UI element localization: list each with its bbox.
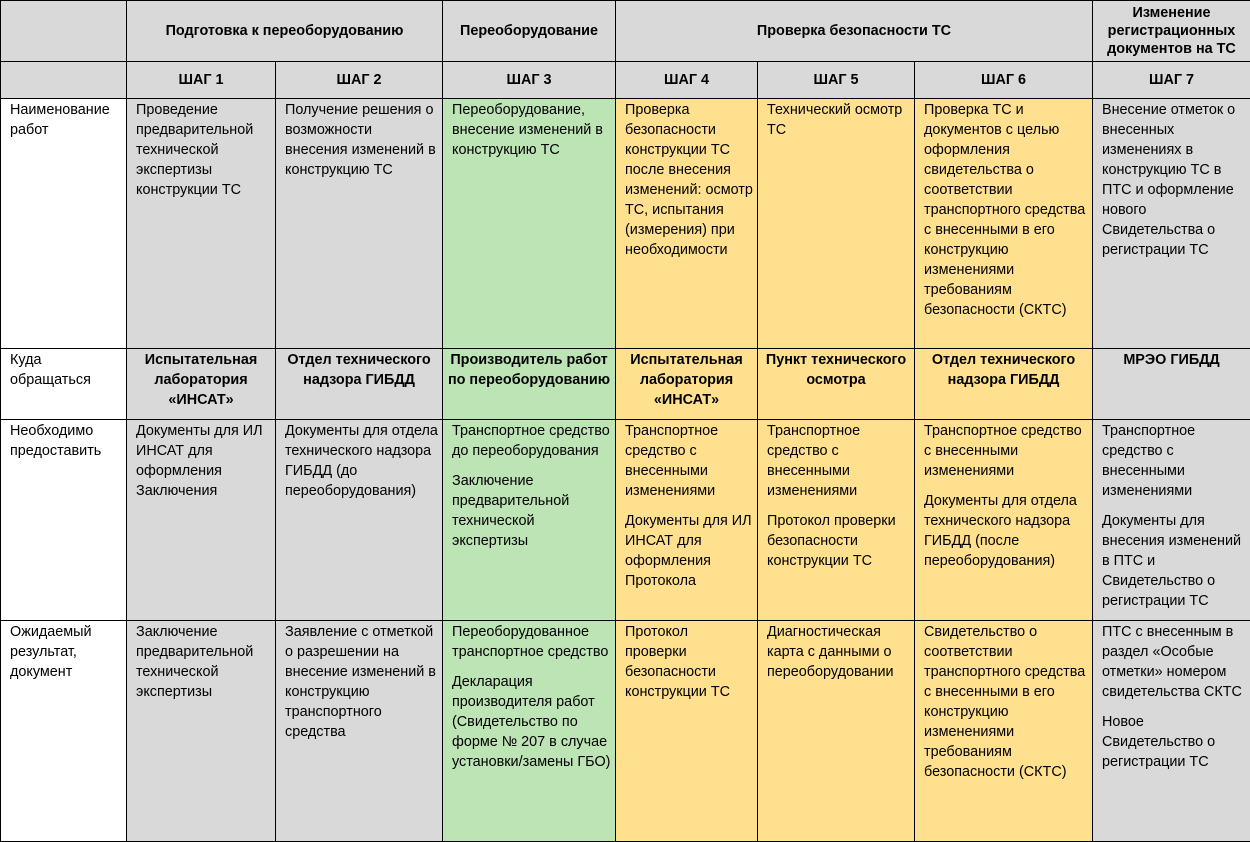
row-label-works: Наименование работ <box>1 99 127 349</box>
result-step-2 <box>276 621 443 842</box>
provide-step-3-item-2: Заключение предварительной технической экспертизы <box>452 471 611 551</box>
provide-row <box>1 420 1250 621</box>
provide-step-4-item-1: Транспортное средство с внесенными изменениями <box>625 421 753 501</box>
step-header-row <box>1 62 1250 99</box>
provide-step-6-item-1: Транспортное средство с внесенными изменениями <box>924 421 1088 481</box>
step-3-header: ШАГ 3 <box>443 62 616 99</box>
provide-step-7-item-2: Документы для внесения изменений в ПТС и Свидетельство о регистрации ТС <box>1102 511 1246 611</box>
works-step-3: Переоборудование, внесение изменений в конструкцию ТС <box>443 99 616 349</box>
works-step-5: Технический осмотр ТС <box>758 99 915 349</box>
works-step-7: Внесение отметок о внесенных изменениях в конструкцию ТС в ПТС и оформление нового Свидетельства о регистрации ТС <box>1093 99 1250 349</box>
result-step-6-item: Свидетельство о соответствии транспортного средства с внесенными в его конструкцию изменениями требованиям безопасности (СКТС) <box>924 622 1088 782</box>
phase-conversion-header: Переоборудование <box>443 1 616 62</box>
result-step-7-item-1: ПТС с внесенным в раздел «Особые отметки» номером свидетельства СКТС <box>1102 622 1246 702</box>
result-step-5-item: Диагностическая карта с данными о переоборудовании <box>767 622 910 682</box>
step-2-header: ШАГ 2 <box>276 62 443 99</box>
provide-step-5 <box>758 420 915 621</box>
works-step-4: Проверка безопасности конструкции ТС после внесения изменений: осмотр ТС, испытания (измерения) при необходимости <box>616 99 758 349</box>
phase-header-row <box>1 1 1250 62</box>
provide-step-6-item-2: Документы для отдела технического надзора ГИБДД (после переоборудования) <box>924 491 1088 571</box>
result-step-1-item: Заключение предварительной технической экспертизы <box>136 622 271 702</box>
works-step-6: Проверка ТС и документов с целью оформления свидетельства о соответствии транспортного средства с внесенными в его конструкцию изменениями требованиям безопасности (СКТС) <box>915 99 1093 349</box>
works-step-1: Проведение предварительной технической экспертизы конструкции ТС <box>127 99 276 349</box>
provide-step-7 <box>1093 420 1250 621</box>
result-step-3-item-1: Переоборудованное транспортное средство <box>452 622 611 662</box>
step-7-header: ШАГ 7 <box>1093 62 1250 99</box>
result-step-3 <box>443 621 616 842</box>
corner-cell-2 <box>1 62 127 99</box>
result-step-1 <box>127 621 276 842</box>
provide-step-3 <box>443 420 616 621</box>
provide-step-5-item-1: Транспортное средство с внесенными изменениями <box>767 421 910 501</box>
provide-step-3-item-1: Транспортное средство до переоборудования <box>452 421 611 461</box>
provide-step-7-item-1: Транспортное средство с внесенными изменениями <box>1102 421 1246 501</box>
contact-step-2: Отдел технического надзора ГИБДД <box>276 349 443 420</box>
result-step-4-item: Протокол проверки безопасности конструкции ТС <box>625 622 753 702</box>
provide-step-2 <box>276 420 443 621</box>
contact-step-4: Испытательная лаборатория «ИНСАТ» <box>616 349 758 420</box>
works-step-2: Получение решения о возможности внесения изменений в конструкцию ТС <box>276 99 443 349</box>
contact-step-3: Производитель работ по переоборудованию <box>443 349 616 420</box>
provide-step-2-item: Документы для отдела технического надзора ГИБДД (до переоборудования) <box>285 421 438 501</box>
corner-cell <box>1 1 127 62</box>
provide-step-4 <box>616 420 758 621</box>
contact-step-7: МРЭО ГИБДД <box>1093 349 1250 420</box>
step-1-header: ШАГ 1 <box>127 62 276 99</box>
step-5-header: ШАГ 5 <box>758 62 915 99</box>
contact-step-6: Отдел технического надзора ГИБДД <box>915 349 1093 420</box>
result-step-6 <box>915 621 1093 842</box>
provide-step-4-item-2: Документы для ИЛ ИНСАТ для оформления Протокола <box>625 511 753 591</box>
result-row <box>1 621 1250 842</box>
result-step-7 <box>1093 621 1250 842</box>
contact-step-5: Пункт технического осмотра <box>758 349 915 420</box>
result-step-4 <box>616 621 758 842</box>
phase-prep-header: Подготовка к переоборудованию <box>127 1 443 62</box>
provide-step-1-item: Документы для ИЛ ИНСАТ для оформления Заключения <box>136 421 271 501</box>
row-label-provide: Необходимо предоставить <box>1 420 127 621</box>
row-label-result: Ожидаемый результат, документ <box>1 621 127 842</box>
result-step-2-item: Заявление с отметкой о разрешении на внесение изменений в конструкцию транспортного средства <box>285 622 438 742</box>
result-step-3-item-2: Декларация производителя работ (Свидетельство по форме № 207 в случае установки/замены ГБО) <box>452 672 611 772</box>
row-label-contact: Куда обращаться <box>1 349 127 420</box>
contact-step-1: Испытательная лаборатория «ИНСАТ» <box>127 349 276 420</box>
step-4-header: ШАГ 4 <box>616 62 758 99</box>
contact-row <box>1 349 1250 420</box>
phase-safety-header: Проверка безопасности ТС <box>616 1 1093 62</box>
result-step-7-item-2: Новое Свидетельство о регистрации ТС <box>1102 712 1246 772</box>
provide-step-5-item-2: Протокол проверки безопасности конструкции ТС <box>767 511 910 571</box>
provide-step-1 <box>127 420 276 621</box>
phase-registration-header: Изменение регистрационных документов на ТС <box>1093 1 1250 62</box>
step-6-header: ШАГ 6 <box>915 62 1093 99</box>
works-row <box>1 99 1250 349</box>
result-step-5 <box>758 621 915 842</box>
provide-step-6 <box>915 420 1093 621</box>
